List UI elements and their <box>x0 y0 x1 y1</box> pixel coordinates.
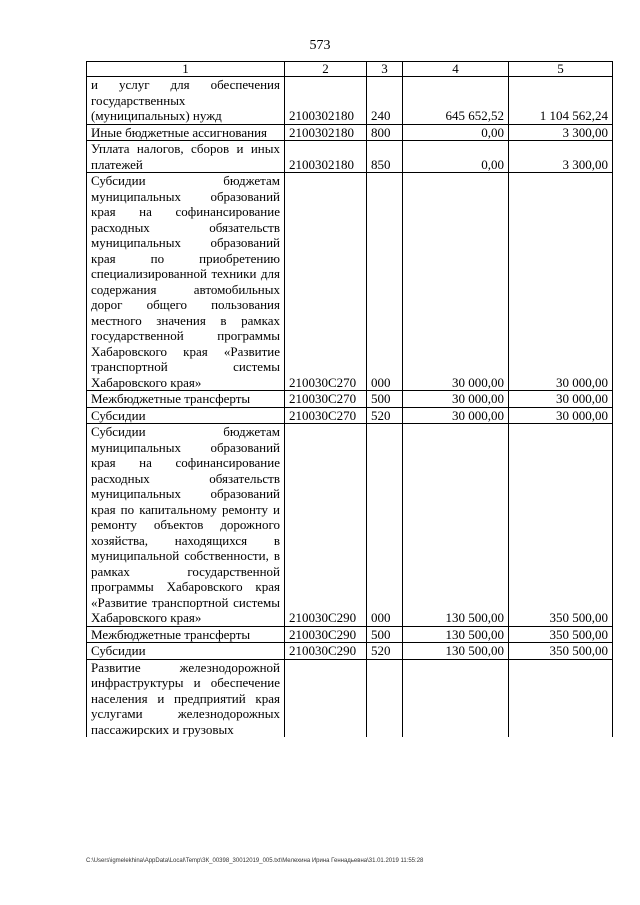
table-row <box>87 124 613 141</box>
row-vr: 000 <box>367 173 403 391</box>
row-sum-1: 130 500,00 <box>403 643 509 660</box>
row-vr: 000 <box>367 424 403 627</box>
row-name: Субсидии <box>87 643 285 660</box>
row-sum-2: 350 500,00 <box>509 626 613 643</box>
table-row <box>87 173 613 391</box>
table-row <box>87 141 613 173</box>
row-vr: 850 <box>367 141 403 173</box>
row-sum-1: 0,00 <box>403 141 509 173</box>
row-sum-1: 0,00 <box>403 124 509 141</box>
header-col-3: 3 <box>367 62 403 77</box>
row-name: Субсидии <box>87 407 285 424</box>
table-row <box>87 424 613 627</box>
row-sum-1: 130 500,00 <box>403 424 509 627</box>
row-sum-2: 3 300,00 <box>509 124 613 141</box>
row-name: Межбюджетные трансферты <box>87 626 285 643</box>
row-code: 210030С270 <box>285 391 367 408</box>
row-code: 210030С290 <box>285 643 367 660</box>
budget-table <box>86 61 613 737</box>
row-code: 210030С290 <box>285 626 367 643</box>
table-row <box>87 77 613 125</box>
row-vr: 800 <box>367 124 403 141</box>
header-col-2: 2 <box>285 62 367 77</box>
row-vr: 500 <box>367 391 403 408</box>
row-sum-2 <box>509 659 613 737</box>
row-name: Развитие железнодорожной инфраструктуры и обеспечение населения и предприятий края услугами железнодорожных пассажирских и грузовых <box>87 659 285 737</box>
header-row <box>87 62 613 77</box>
row-sum-1: 130 500,00 <box>403 626 509 643</box>
row-sum-2: 30 000,00 <box>509 391 613 408</box>
row-sum-2: 30 000,00 <box>509 173 613 391</box>
row-code <box>285 659 367 737</box>
header-col-5: 5 <box>509 62 613 77</box>
row-name: и услуг для обеспечения государственных (муниципальных) нужд <box>87 77 285 125</box>
row-sum-1: 30 000,00 <box>403 391 509 408</box>
row-vr: 500 <box>367 626 403 643</box>
row-code: 210030С270 <box>285 407 367 424</box>
header-col-1: 1 <box>87 62 285 77</box>
row-sum-1 <box>403 659 509 737</box>
row-name: Межбюджетные трансферты <box>87 391 285 408</box>
row-sum-2: 30 000,00 <box>509 407 613 424</box>
page-number: 573 <box>309 38 331 53</box>
header-col-4: 4 <box>403 62 509 77</box>
row-sum-2: 1 104 562,24 <box>509 77 613 125</box>
row-code: 210030С270 <box>285 173 367 391</box>
row-sum-1: 30 000,00 <box>403 407 509 424</box>
row-name: Уплата налогов, сборов и иных платежей <box>87 141 285 173</box>
row-code: 2100302180 <box>285 141 367 173</box>
file-path-footer: C:\Users\igmelekhina\AppData\Local\Temp\ЗК_00398_30012019_005.txt\Мелехина Ирина Геннадьевна\31.01.2019 11:55:28 <box>86 858 424 864</box>
row-name: Субсидии бюджетам муниципальных образований края на софинансирование расходных обязательств муниципальных образований края по капитальному ремонту и ремонту объектов дорожного хозяйства, находящихся в муниципальной собственности, в рамках государственной программы Хабаровского края «Развитие транспортной системы Хабаровского края» <box>87 424 285 627</box>
row-vr: 520 <box>367 407 403 424</box>
row-code: 2100302180 <box>285 77 367 125</box>
table-row <box>87 407 613 424</box>
row-sum-1: 30 000,00 <box>403 173 509 391</box>
row-vr: 520 <box>367 643 403 660</box>
table-row <box>87 643 613 660</box>
row-sum-2: 3 300,00 <box>509 141 613 173</box>
row-vr: 240 <box>367 77 403 125</box>
table-row <box>87 391 613 408</box>
row-code: 210030С290 <box>285 424 367 627</box>
table-row <box>87 659 613 737</box>
row-vr <box>367 659 403 737</box>
row-sum-2: 350 500,00 <box>509 424 613 627</box>
row-name: Иные бюджетные ассигнования <box>87 124 285 141</box>
row-name: Субсидии бюджетам муниципальных образований края на софинансирование расходных обязательств муниципальных образований края по приобретению специализированной техники для содержания автомобильных дорог общего пользования местного значения в рамках государственной программы Хабаровского края «Развитие транспортной системы Хабаровского края» <box>87 173 285 391</box>
row-sum-2: 350 500,00 <box>509 643 613 660</box>
row-code: 2100302180 <box>285 124 367 141</box>
row-sum-1: 645 652,52 <box>403 77 509 125</box>
table-row <box>87 626 613 643</box>
